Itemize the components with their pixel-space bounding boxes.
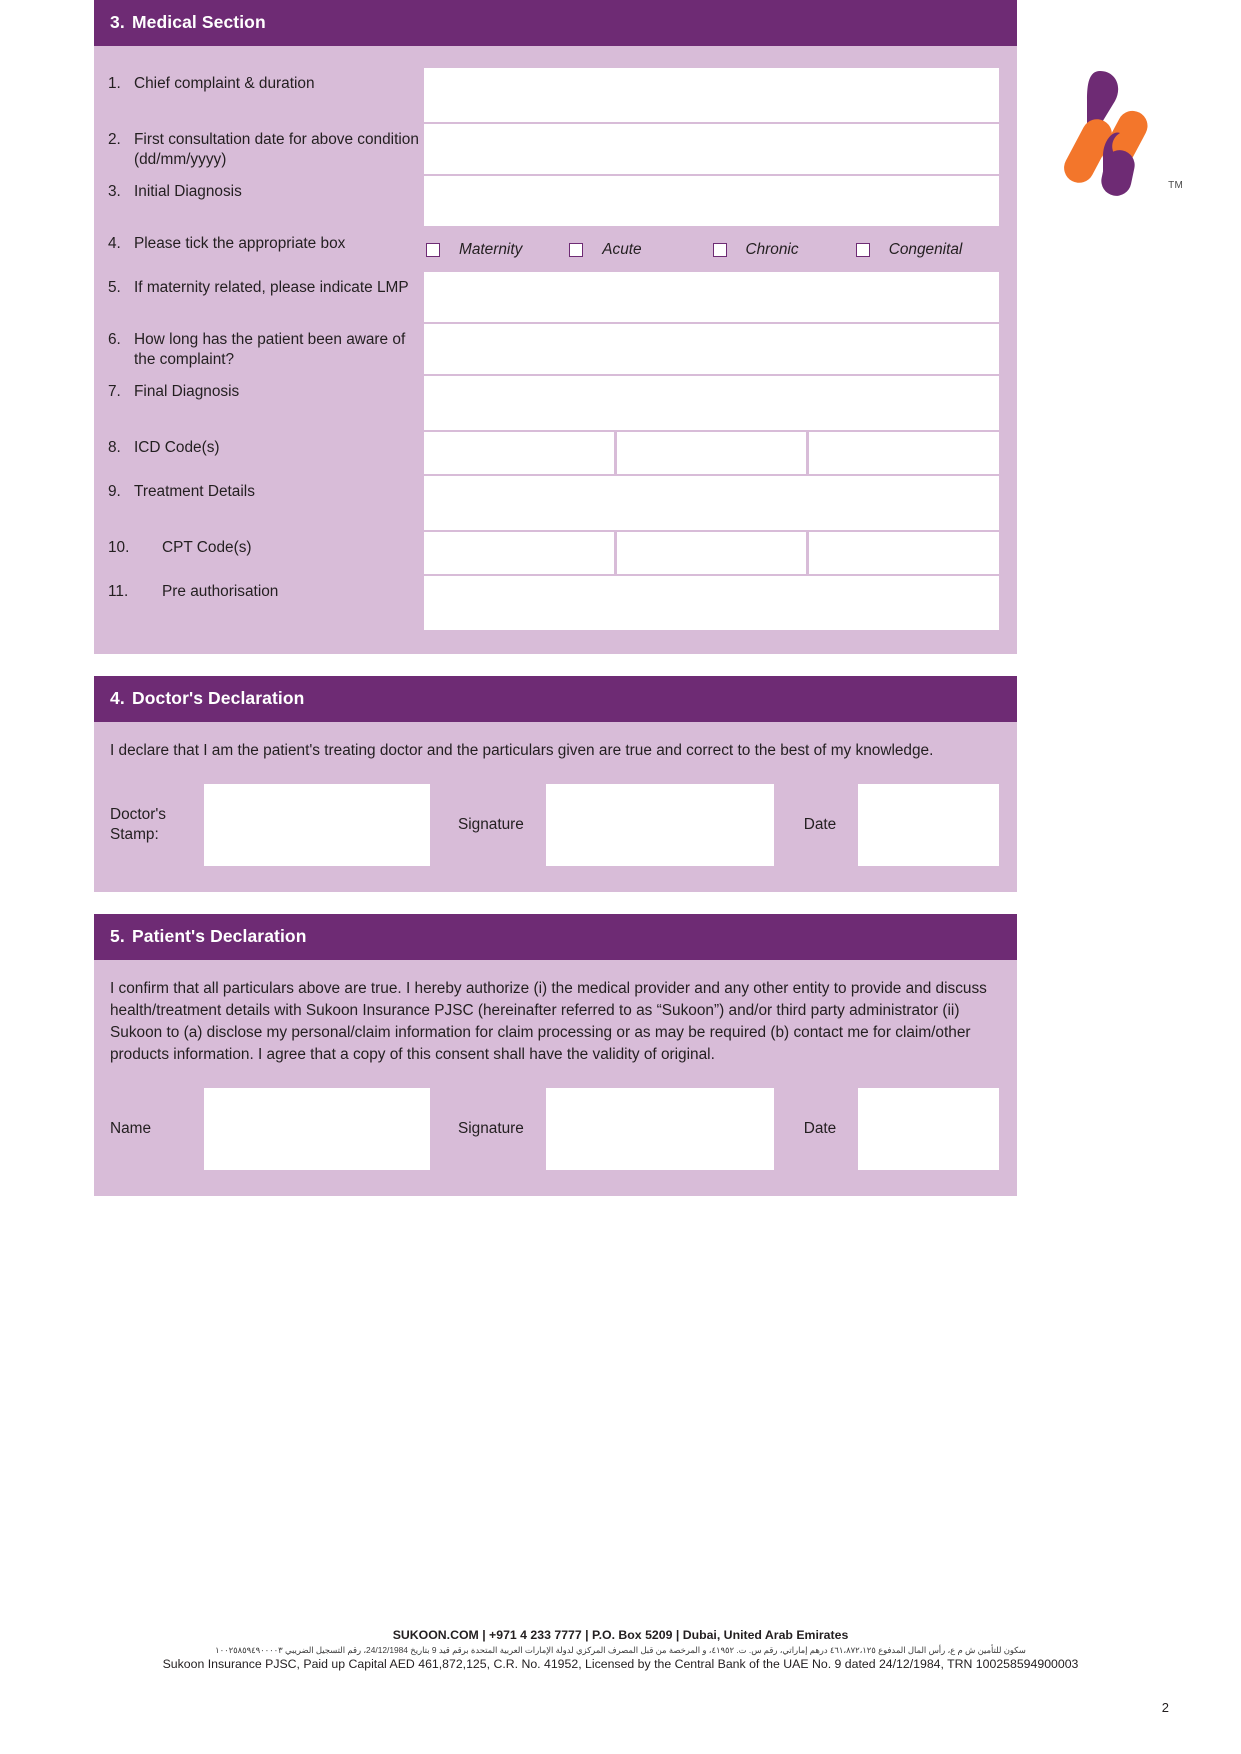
checkbox-maternity[interactable] (426, 243, 440, 257)
medical-row-first-consultation-date (108, 124, 999, 176)
input-cpt-code-3[interactable] (809, 532, 999, 574)
input-chief-complaint[interactable] (424, 68, 999, 124)
label-first-consultation-date (108, 124, 424, 176)
medical-row-lmp (108, 272, 999, 324)
row-number: 7. (108, 383, 121, 400)
doctor-declaration-body (94, 722, 1017, 892)
doctor-declaration-section (94, 676, 1017, 892)
medical-row-initial-diagnosis (108, 176, 999, 228)
input-final-diagnosis[interactable] (424, 376, 999, 432)
footer-arabic-line: سكون للتأمين ش م ع، رأس المال المدفوع ٤٦١،٨٧٢،١٢٥ درهم إماراتي، رقم س. ت. ٤١٩٥٢، و المرخصة من قبل المصرف المركزي لدولة الإمارات العربية المتحدة برقم قيد 9 بتاريخ 24/12/1984، رقم التسجيل الضريبي ١٠٠٢٥٨٥٩٤٩٠٠٠٠٣ (215, 1645, 1026, 1655)
doctor-stamp-label: Doctor's Stamp: (110, 806, 166, 844)
patient-declaration-text: I confirm that all particulars above are true. I hereby authorize (i) the medical provider and any other entity to provide and discuss health/treatment details with Sukoon Insurance PJSC (hereinafter referred to as “Sukoon”) and/or third party administrator (ii) Sukoon to (a) disclose my personal/claim information for claim processing or as may be required (b) contact me for claim/other products information. I agree that a copy of this consent shall have the validity of original. (110, 980, 987, 1064)
row-number: 3. (108, 183, 121, 200)
page-footer (0, 1628, 1241, 1671)
checkbox-item-maternity[interactable] (426, 241, 569, 259)
input-patient-signature[interactable] (546, 1088, 774, 1170)
doctor-declaration-text: I declare that I am the patient's treating doctor and the particulars given are true and correct to the best of my knowledge. (110, 742, 934, 759)
row-number: 6. (108, 331, 121, 348)
row-label: ICD Code(s) (134, 439, 220, 456)
input-lmp[interactable] (424, 272, 999, 324)
medical-row-condition-type (108, 228, 999, 272)
input-icd-code-2[interactable] (617, 432, 807, 474)
input-awareness-duration[interactable] (424, 324, 999, 376)
input-icd-code-1[interactable] (424, 432, 614, 474)
label-lmp (108, 272, 424, 324)
checkbox-item-congenital[interactable] (856, 241, 999, 259)
row-label: Pre authorisation (162, 583, 279, 600)
label-treatment-details (108, 476, 424, 532)
row-label: Chief complaint & duration (134, 75, 315, 92)
doctor-declaration-header (94, 676, 1017, 722)
doctor-date-label: Date (803, 816, 837, 833)
input-group-icd-codes (424, 432, 999, 476)
row-label: CPT Code(s) (162, 539, 252, 556)
patient-date-label: Date (803, 1120, 837, 1138)
input-initial-diagnosis[interactable] (424, 176, 999, 228)
medical-row-chief-complaint (108, 68, 999, 124)
input-cpt-code-1[interactable] (424, 532, 614, 574)
sukoon-logo (1053, 62, 1183, 197)
patient-declaration-section (94, 914, 1017, 1196)
label-cpt-codes (108, 532, 424, 576)
input-group-cpt-codes (424, 532, 999, 576)
input-treatment-details[interactable] (424, 476, 999, 532)
row-label: Treatment Details (134, 483, 255, 500)
row-label: First consultation date for above condition (dd/mm/yyyy) (134, 131, 419, 169)
input-pre-authorisation[interactable] (424, 576, 999, 632)
label-chief-complaint (108, 68, 424, 124)
doctor-section-title: Doctor's Declaration (132, 688, 305, 708)
sukoon-logo-mark (1053, 62, 1183, 197)
medical-row-final-diagnosis (108, 376, 999, 432)
label-awareness-duration (108, 324, 424, 376)
row-label: If maternity related, please indicate LMP (134, 279, 409, 296)
doctor-section-number: 4. (110, 688, 125, 708)
checkbox-label-maternity: Maternity (459, 241, 523, 258)
row-number: 1. (108, 75, 121, 92)
input-patient-name[interactable] (204, 1088, 430, 1170)
label-initial-diagnosis (108, 176, 424, 228)
row-label: Initial Diagnosis (134, 183, 242, 200)
row-label: Please tick the appropriate box (134, 235, 346, 252)
row-number: 11. (108, 583, 129, 600)
condition-type-checkbox-group (424, 228, 999, 272)
footer-legal-line: Sukoon Insurance PJSC, Paid up Capital AED 461,872,125, C.R. No. 41952, Licensed by the Central Bank of the UAE No. 9 dated 24/12/1984, TRN 100258594900003 (162, 1657, 1079, 1671)
patient-section-number: 5. (110, 926, 125, 947)
row-number: 8. (108, 439, 121, 456)
checkbox-acute[interactable] (569, 243, 583, 257)
row-number: 4. (108, 235, 121, 252)
medical-section-title: Medical Section (132, 12, 266, 32)
checkbox-congenital[interactable] (856, 243, 870, 257)
page-number: 2 (1161, 1700, 1169, 1715)
input-patient-date[interactable] (858, 1088, 999, 1170)
medical-section-number: 3. (110, 12, 125, 32)
patient-signature-label: Signature (457, 1120, 524, 1138)
label-icd-codes (108, 432, 424, 476)
checkbox-label-chronic: Chronic (745, 241, 799, 258)
row-number: 2. (108, 131, 121, 148)
form-sheet (94, 0, 1017, 1218)
label-condition-type (108, 228, 424, 272)
patient-name-label: Name (110, 1120, 152, 1138)
medical-row-pre-authorisation (108, 576, 999, 632)
checkbox-item-acute[interactable] (569, 241, 712, 259)
input-doctor-date[interactable] (858, 784, 999, 866)
patient-signature-row (110, 1088, 999, 1170)
medical-section-header (94, 0, 1017, 46)
label-pre-authorisation (108, 576, 424, 632)
checkbox-item-chronic[interactable] (713, 241, 856, 259)
input-first-consultation-date[interactable] (424, 124, 999, 176)
checkbox-label-acute: Acute (602, 241, 642, 258)
medical-row-awareness-duration (108, 324, 999, 376)
input-doctor-signature[interactable] (546, 784, 774, 866)
row-label: How long has the patient been aware of the complaint? (134, 331, 406, 369)
trademark-symbol: TM (1168, 180, 1183, 191)
doctor-signature-label: Signature (457, 816, 524, 833)
patient-section-title: Patient's Declaration (132, 926, 307, 947)
medical-row-icd-codes (108, 432, 999, 476)
row-number: 10. (108, 539, 130, 556)
patient-declaration-body (94, 960, 1017, 1196)
medical-row-treatment-details (108, 476, 999, 532)
input-doctor-stamp[interactable] (204, 784, 430, 866)
row-number: 9. (108, 483, 121, 500)
doctor-signature-row (110, 784, 999, 866)
patient-declaration-header (94, 914, 1017, 960)
input-cpt-code-2[interactable] (617, 532, 807, 574)
medical-section (94, 0, 1017, 654)
row-number: 5. (108, 279, 121, 296)
checkbox-chronic[interactable] (713, 243, 727, 257)
footer-contact-line: SUKOON.COM | +971 4 233 7777 | P.O. Box 5209 | Dubai, United Arab Emirates (392, 1628, 849, 1642)
medical-row-cpt-codes (108, 532, 999, 576)
medical-section-body (94, 46, 1017, 654)
row-label: Final Diagnosis (134, 383, 240, 400)
label-final-diagnosis (108, 376, 424, 432)
input-icd-code-3[interactable] (809, 432, 999, 474)
checkbox-label-congenital: Congenital (888, 241, 963, 258)
